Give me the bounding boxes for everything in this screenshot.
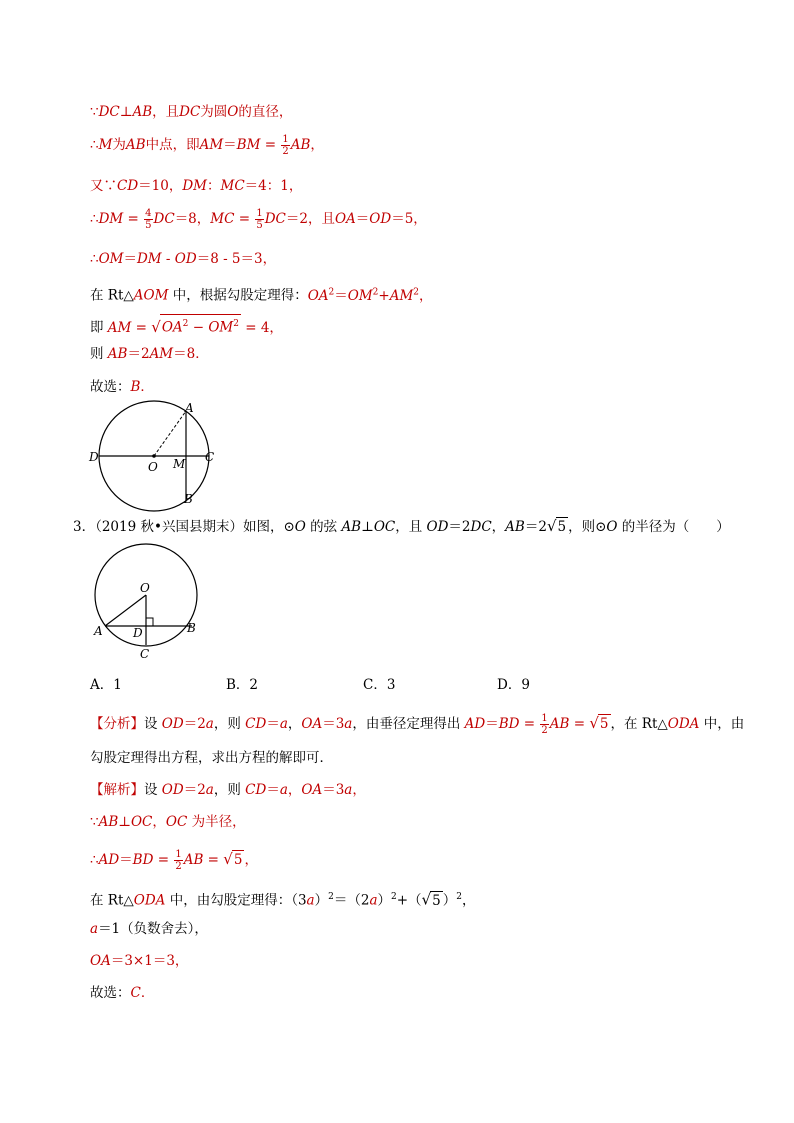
option-d: D．9 — [497, 677, 530, 693]
option-a: A．1 — [90, 677, 122, 693]
label-m: M — [173, 457, 186, 471]
solution-line: OA＝3×1＝3， — [90, 953, 189, 969]
solution-line: a＝1（负数舍去）， — [90, 921, 208, 937]
analysis-line: 【分析】设 OD＝2a，则 CD＝a，OA＝3a，由垂径定理得出 AD＝BD = $\frac{1}{2}$ AB = √5 ，在 Rt△ODA 中，由 — [90, 713, 745, 736]
label-c: C — [205, 450, 215, 464]
label-a: A — [185, 401, 194, 415]
label-b: B — [184, 492, 193, 506]
solution-line: ∴AD＝BD = $\frac{1}{2}$ AB = √5 ， — [90, 849, 258, 872]
solution-line: 即 AM = $√OA^2 - OM^2 = 4$， — [90, 314, 283, 337]
fraction: $\frac{1}{2}$ — [175, 849, 182, 872]
solution-line: 又∵CD＝10，DM：MC＝4：1， — [90, 178, 303, 194]
label-a: A — [94, 624, 103, 638]
label-d: D — [89, 450, 99, 464]
solution-line: 【解析】设 OD＝2a，则 CD＝a，OA＝3a， — [90, 782, 366, 798]
solution-line: ∴DM = $\frac{4}{5}$ DC＝8，MC = $\frac{1}{5}$ DC＝2，且OA＝OD＝5， — [90, 208, 427, 231]
fraction: $\frac{4}{5}$ — [145, 208, 152, 231]
label-o: O — [140, 581, 150, 595]
solution-line: 故选：C． — [90, 985, 155, 1001]
solution-line: 在 Rt△AOM 中，根据勾股定理得：$OA^2=OM^2+AM^2$， — [90, 287, 433, 304]
solution-line: 在 Rt△ODA 中，由勾股定理得：$(3a)^2=(2a)^2+(√5$ ）$^2$， — [90, 890, 476, 909]
fraction: $\frac{1}{2}$ — [282, 134, 289, 157]
square-root: $OA^2 - OM^2$ — [160, 314, 241, 337]
analysis-line-2: 勾股定理得出方程，求出方程的解即可． — [90, 750, 333, 766]
label-b: B — [187, 621, 196, 635]
option-b: B．2 — [226, 677, 259, 693]
solution-line: 则 AB＝2AM＝8． — [90, 346, 209, 362]
radius-oa — [105, 595, 146, 626]
solution-line: ∵AB⊥OC，OC 为半径， — [90, 814, 246, 830]
solution-line: ∴M为AB中点，即AM＝BM = $\frac{1}{2}$ AB， — [90, 134, 324, 157]
option-c: C．3 — [363, 677, 396, 693]
solution-tag: 【解析】 — [90, 782, 144, 798]
solution-line: 故选：B． — [90, 379, 154, 395]
solution-line: ∵DC⊥AB，且DC为圆O的直径， — [90, 104, 293, 120]
question-3: 3．（2019 秋•兴国县期末）如图，⊙O 的弦 AB⊥OC，且 OD＝2DC，AB＝2√5 ，则⊙O 的半径为（ ） — [73, 517, 730, 535]
label-o: O — [148, 460, 158, 474]
analysis-tag: 【分析】 — [90, 716, 144, 732]
right-angle-mark — [146, 618, 153, 626]
label-d: D — [133, 626, 143, 640]
fraction: $\frac{1}{5}$ — [256, 208, 263, 231]
fraction: $\frac{1}{2}$ — [541, 713, 548, 736]
label-c: C — [140, 647, 150, 661]
solution-line: ∴OM＝DM - OD＝8 - 5＝3， — [90, 251, 277, 267]
